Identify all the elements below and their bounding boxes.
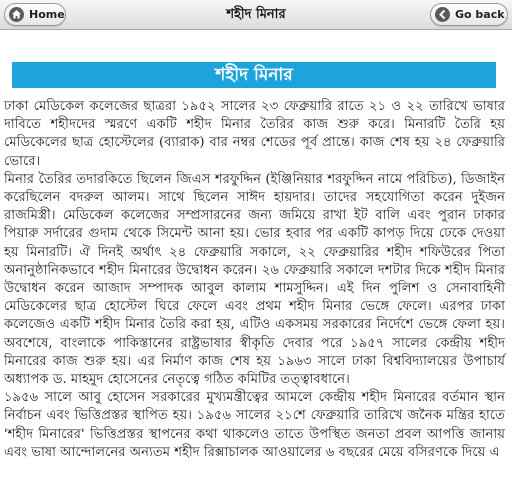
home-button[interactable]: [4, 3, 66, 26]
back-arrow-icon: [435, 7, 450, 22]
article-paragraph: ১৯৫৬ সালে আবু হোসেন সরকারের মুখ্যমন্ত্রীত্বের আমলে কেন্দ্রীয় শহীদ মিনারের বর্তমান স্থান নির্বাচন এবং ভিত্তিপ্রস্তর স্থাপিত হয়। ১৯৫৬ সালের ২১শে ফেব্রুয়ারি তারিখে জনৈক মন্ত্রির হাতে 'শহীদ মিনারের' ভিত্তিপ্রস্তর স্থাপনের কথা থাকলেও তাতে উপস্থিত জনতা প্রবল আপত্তি জানায় এবং ভাষা আন্দোলনের অন্যতম শহীদ রিক্সাচালক আওয়ালের ৬ বছরের মেয়ে বসিরণকে দিয়ে এ: [4, 390, 505, 460]
home-icon: [9, 7, 24, 22]
go-back-button-label: Go back: [455, 8, 505, 21]
home-button-label: Home: [29, 8, 65, 21]
article-paragraph: ঢাকা মেডিকেল কলেজের ছাত্ররা ১৯৫২ সালের ২৩ ফেব্রুয়ারি রাতে ২১ ও ২২ তারিখে ভাষার দাবিতে শহীদদের স্মরণে একটি শহীদ মিনার তৈরির কাজ শুরু করে। মিনারটি তৈরি হয় মেডিকেলের ছাত্র হোস্টেলের (ব্যারাক) বার নম্বর শেডের পূর্ব প্রান্তে। কাজ শেষ হয় ২৪ ফেব্রুয়ারি ভোরে।: [4, 99, 505, 169]
go-back-button[interactable]: [430, 3, 508, 26]
page-title: শহীদ মিনার: [226, 7, 286, 22]
article-body: [4, 98, 505, 462]
article-paragraph: মিনার তৈরির তদারকিতে ছিলেন জিএস শরফুদ্দিন (ইঞ্জিনিয়ার শরফুদ্দিন নামে পরিচিত), ডিজাইন করেছিলেন বদরুল আলম। সাথে ছিলেন সাঈদ হায়দার। তাদের সহযোগিতা করেন দুইজন রাজমিস্ত্রী। মেডিকেল কলেজের সম্প্রসারনের জন্য জমিয়ে রাখা ইট বালি এবং পুরান ঢাকার পিয়ারু সর্দারের গুদাম থেকে সিমেন্ট আনা হয়। ভোর হবার পর একটি কাপড় দিয়ে ঢেকে দেওয়া হয় মিনারটি। ঐ দিনই অর্থাৎ ২৪ ফেব্রুয়ারি সকালে, ২২ ফেব্রুয়ারির শহীদ শফিউরের পিতা অনানুষ্ঠানিকভাবে শহীদ মিনারের উদ্বোধন করেন। ২৬ ফেব্রুয়ারি সকালে দশটার দিকে শহীদ মিনার উদ্বোধন করেন আজাদ সম্পাদক আবুল কালাম শামসুদ্দিন। এই দিন পুলিশ ও সেনাবাহিনী মেডিকেলের ছাত্র হোস্টেল ঘিরে ফেলে এবং প্রথম শহীদ মিনার ভেঙ্গে ফেলে। এরপর ঢাকা কলেজেও একটি শহীদ মিনার তৈরি করা হয়, এটিও একসময় সরকারের নির্দেশে ভেঙ্গে ফেলা হয়। অবশেষে, বাংলাকে পাকিস্তানের রাষ্ট্রভাষার স্বীকৃতি দেবার পরে ১৯৫৭ সালের কেন্দ্রীয় শহীদ মিনারের কাজ শুরু হয়। এর নির্মাণ কাজ শেষ হয় ১৯৬৩ সালে ঢাকা বিশ্ববিদ্যালয়ের উপাচার্য অধ্যাপক ড. মাহমুদ হোসেনের নেতৃত্বে গঠিত কমিটির তত্ত্বাবধানে।: [4, 171, 505, 388]
top-bar: [0, 0, 512, 30]
article-heading: শহীদ মিনার: [12, 62, 496, 88]
